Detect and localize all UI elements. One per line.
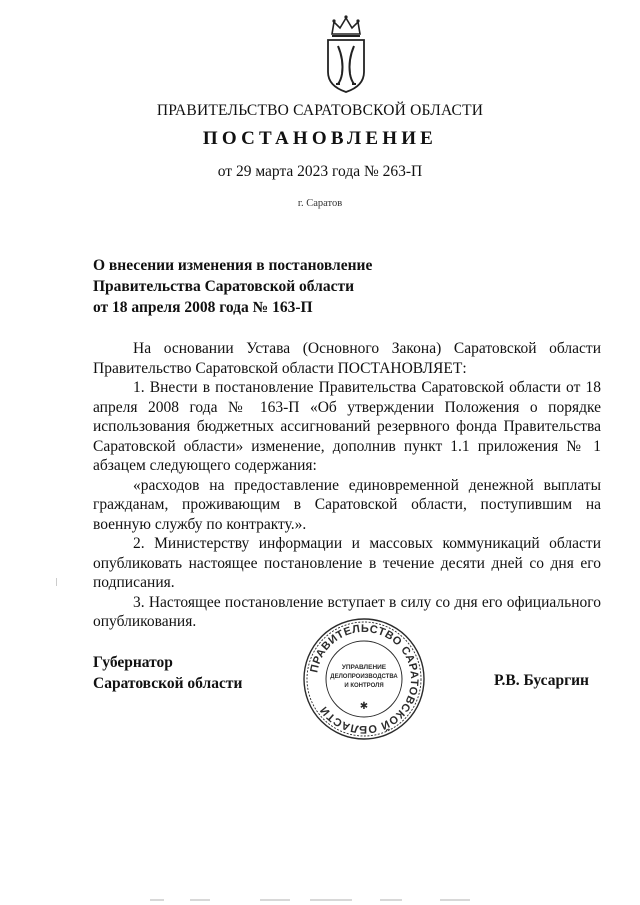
- coat-of-arms-icon: [320, 14, 372, 94]
- body-paragraph: 2. Министерству информации и массовых коммуникаций области опубликовать настоящее постановление в течение десяти дней со дня его подписания.: [93, 535, 601, 591]
- margin-mark: [56, 578, 57, 586]
- signatory-name: Р.В. Бусаргин: [494, 672, 589, 689]
- document-city: г. Саратов: [297, 198, 343, 209]
- document-subject: [93, 255, 393, 318]
- government-name: ПРАВИТЕЛЬСТВО САРАТОВСКОЙ ОБЛАСТИ: [156, 102, 484, 119]
- scan-noise: [150, 898, 490, 903]
- seal-center-line: И КОНТРОЛЯ: [344, 683, 384, 689]
- official-seal: [302, 617, 426, 741]
- seal-center-line: ДЕЛОПРОИЗВОДСТВА: [330, 674, 398, 680]
- signatory-position: [93, 652, 242, 694]
- seal-star-icon: ✱: [359, 701, 369, 712]
- body-paragraph: 1. Внести в постановление Правительства Саратовской области от 18 апреля 2008 года № 163-П «Об утверждении Положения о порядке использования бюджетных ассигнований резервного фонда Правительства Саратовской области» изменение, дополнив пункт 1.1 приложения № 1 абзацем следующего содержания:: [93, 379, 601, 474]
- seal-ring-text: ПРАВИТЕЛЬСТВО САРАТОВСКОЙ ОБЛАСТИ: [308, 622, 421, 736]
- signatory-position-line: Саратовской области: [93, 675, 243, 692]
- subject-line: от 18 апреля 2008 года № 163-П: [93, 299, 313, 316]
- body-paragraph: На основании Устава (Основного Закона) Саратовской области Правительство Саратовской области ПОСТАНОВЛЯЕТ:: [93, 340, 601, 377]
- body-paragraph: 3. Настоящее постановление вступает в силу со дня его официального опубликования.: [93, 593, 601, 630]
- subject-line: О внесении изменения в постановление: [93, 257, 373, 274]
- subject-line: Правительства Саратовской области: [93, 278, 354, 295]
- seal-center-line: УПРАВЛЕНИЕ: [341, 664, 387, 671]
- signatory-position-line: Губернатор: [93, 654, 173, 671]
- body-paragraph: «расходов на предоставление единовременной денежной выплаты гражданам, проживающим в Саратовской области, поступившим на военную службу по контракту.».: [93, 476, 601, 533]
- document-type: ПОСТАНОВЛЕНИЕ: [202, 128, 438, 149]
- document-date-number: от 29 марта 2023 года № 263-П: [217, 163, 423, 180]
- document-body: [93, 339, 601, 632]
